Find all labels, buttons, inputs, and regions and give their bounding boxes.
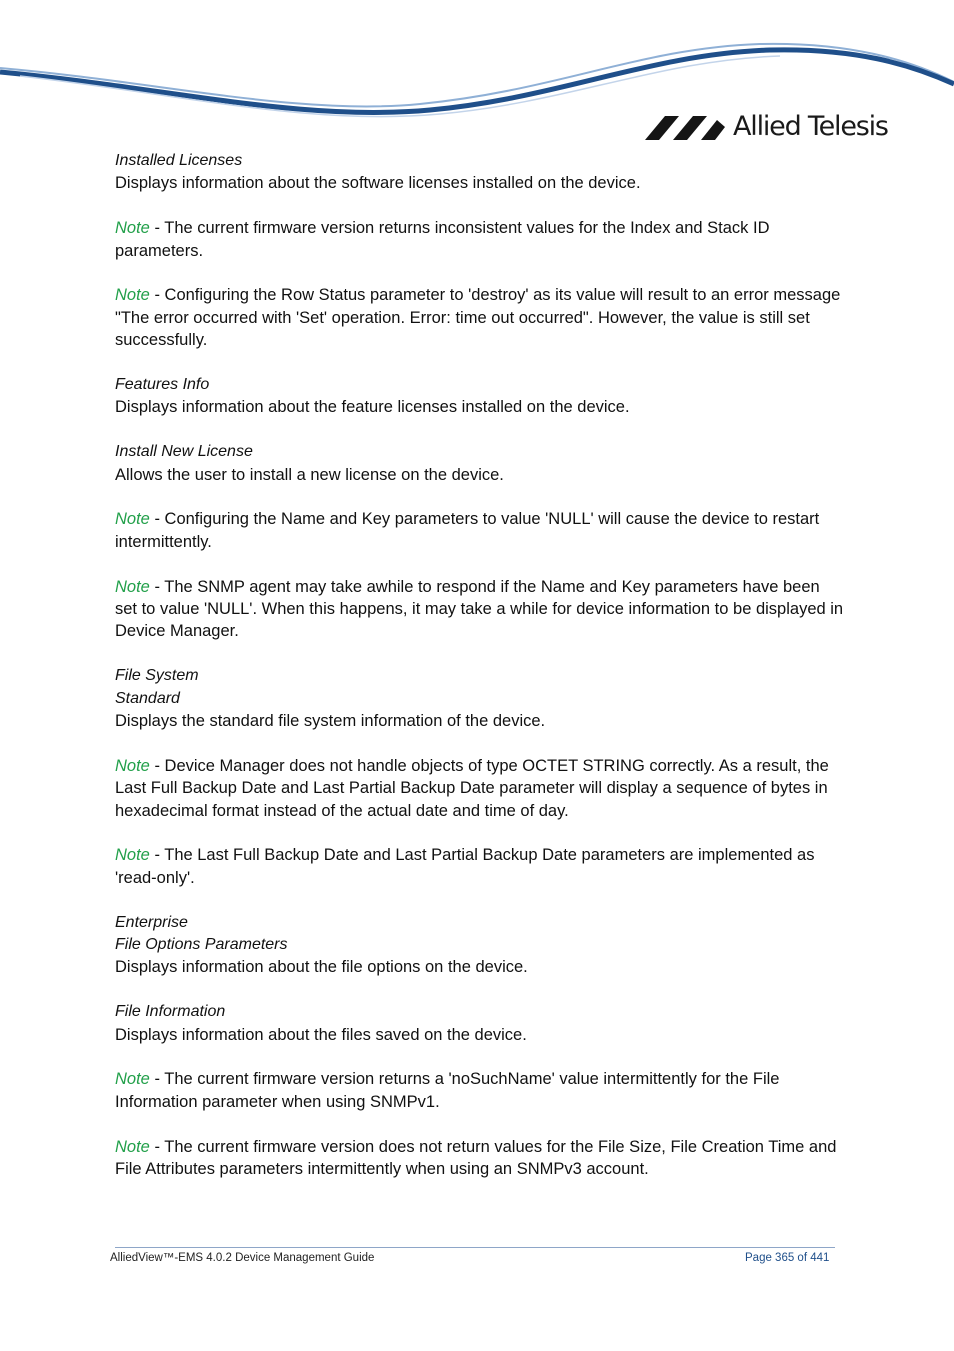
paragraph: Displays the standard file system information of the device. <box>115 712 546 731</box>
note-paragraph: Note - The SNMP agent may take awhile to respond if the Name and Key parameters have been set to value 'NULL'. When this happens, it may take a while for device information to be displayed in Device Manager. <box>115 577 844 641</box>
note-text: The current firmware version returns inconsistent values for the Index and Stack ID parameters. <box>115 219 770 260</box>
paragraph: Displays information about the feature licenses installed on the device. <box>115 398 630 417</box>
section-heading-features-info: Features Info <box>115 376 210 394</box>
paragraph: Displays information about the files saved on the device. <box>115 1025 527 1044</box>
logo-wordmark: Allied Telesis <box>733 111 888 142</box>
note-label: Note <box>115 1137 150 1156</box>
logo-mark-icon <box>645 113 727 141</box>
section-heading-installed-licenses: Installed Licenses <box>115 152 243 169</box>
note-paragraph: Note - The Last Full Backup Date and Last Partial Backup Date parameters are implemented as 'read-only'. <box>115 846 815 887</box>
section-heading-file-system: File System <box>115 667 199 685</box>
note-paragraph: Note - The current firmware version returns a 'noSuchName' value intermittently for the File Information parameter when using SNMPv1. <box>115 1070 780 1111</box>
subsection-heading-standard: Standard <box>115 689 180 707</box>
section-heading-install-new-license: Install New License <box>115 443 253 461</box>
footer-divider <box>115 1247 835 1248</box>
note-paragraph: Note - Device Manager does not handle objects of type OCTET STRING correctly. As a result, the Last Full Backup Date and Last Partial Backup Date parameter will display a sequence of bytes in hexadecimal format instead of the actual date and time of day. <box>115 756 829 820</box>
paragraph: Displays information about the file options on the device. <box>115 958 528 977</box>
page-body <box>115 150 845 1180</box>
note-paragraph: Note - Configuring the Name and Key parameters to value 'NULL' will cause the device to restart intermittently. <box>115 510 820 551</box>
subsection-heading-file-options: File Options Parameters <box>115 936 288 954</box>
note-label: Note <box>115 510 150 529</box>
allied-telesis-logo <box>645 110 888 144</box>
note-text: Device Manager does not handle objects of type OCTET STRING correctly. As a result, the Last Full Backup Date and Last Partial Backup Date parameter will display a sequence of bytes in hexadecimal format instead of the actual date and time of day. <box>115 756 829 820</box>
note-text: Configuring the Name and Key parameters to value 'NULL' will cause the device to restart intermittently. <box>115 510 820 551</box>
note-paragraph: Note - The current firmware version returns inconsistent values for the Index and Stack ID parameters. <box>115 219 770 260</box>
note-label: Note <box>115 756 150 775</box>
footer-document-title: AlliedView™-EMS 4.0.2 Device Management Guide <box>110 1252 375 1264</box>
note-text: The SNMP agent may take awhile to respond if the Name and Key parameters have been set to value 'NULL'. When this happens, it may take a while for device information to be displayed in Device Manager. <box>115 577 844 641</box>
note-text: The current firmware version returns a 'noSuchName' value intermittently for the File Information parameter when using SNMPv1. <box>115 1070 780 1111</box>
note-paragraph: Note - Configuring the Row Status parameter to 'destroy' as its value will result to an error message "The error occurred with 'Set' operation. Error: time out occurred". However, the value is still set successfully. <box>115 286 841 350</box>
note-label: Note <box>115 286 150 305</box>
note-text: The current firmware version does not return values for the File Size, File Creation Time and File Attributes parameters intermittently when using an SNMPv3 account. <box>115 1137 837 1179</box>
paragraph: Displays information about the software licenses installed on the device. <box>115 174 641 193</box>
note-label: Note <box>115 577 150 596</box>
note-text: Configuring the Row Status parameter to 'destroy' as its value will result to an error message "The error occurred with 'Set' operation. Error: time out occurred". However, the value is still set successfully. <box>115 286 841 350</box>
paragraph: Allows the user to install a new license on the device. <box>115 465 504 484</box>
footer-page-number: Page 365 of 441 <box>745 1252 830 1264</box>
subsection-heading-file-information: File Information <box>115 1003 226 1021</box>
note-label: Note <box>115 846 150 865</box>
note-text: The Last Full Backup Date and Last Partial Backup Date parameters are implemented as 'read-only'. <box>115 846 815 887</box>
note-paragraph: Note - The current firmware version does not return values for the File Size, File Creation Time and File Attributes parameters intermittently when using an SNMPv3 account. <box>115 1137 837 1179</box>
subsection-heading-enterprise: Enterprise <box>115 913 188 931</box>
note-label: Note <box>115 1070 150 1089</box>
note-label: Note <box>115 219 150 238</box>
